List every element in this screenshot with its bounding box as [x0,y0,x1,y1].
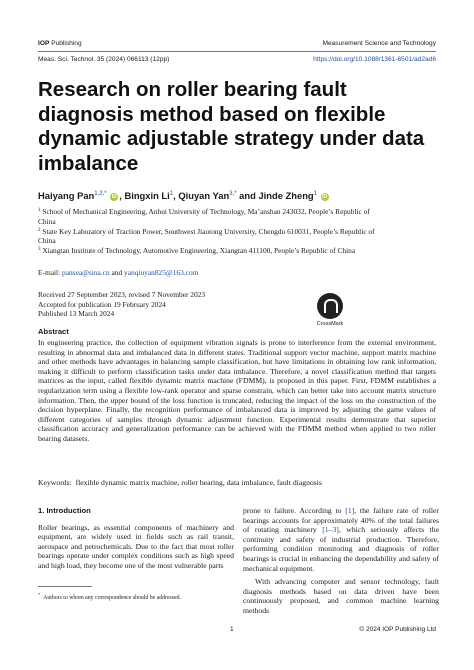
publication-dates [38,290,205,319]
citation: Meas. Sci. Technol. 35 (2024) 066113 (12pp) [38,56,170,63]
body-paragraph: With advancing computer and sensor technology, fault diagnosis methods based on data driven have been continuously proposed, and common machine learning methods [243,577,439,615]
affiliation: $^3$ Xiangtan Institute of Technology, Automotive Engineering, Xiangtan 411100, People’s Republic of China [38,246,356,256]
author-affil-sup: 1 [313,190,318,197]
doi-link[interactable]: https://doi.org/10.1088/1361-6501/ad2ad6 [313,56,436,63]
citation-link[interactable]: [1] [345,506,355,515]
author-affil-sup: 3,* [229,190,237,197]
page-number: 1 [230,626,234,633]
affiliation: $^1$ School of Mechanical Engineering, Anhui University of Technology, Ma’anshan 243032, People’s Republic of China [38,207,370,226]
column-left [38,506,234,575]
abstract-heading: Abstract [38,327,69,336]
author-affil-sup: 1,2,* [94,190,107,197]
orcid-icon[interactable]: iD [111,193,117,200]
column-right [243,506,439,620]
citation-line [38,56,436,63]
affiliation: $^2$ State Key Laboratory of Traction Power, Southwest Jiaotong University, Chengdu 610031, People’s Republic of China [38,226,375,246]
citation-link[interactable]: [1–3] [322,525,339,535]
footnote-rule [38,586,92,587]
journal-name: Measurement Science and Technology [322,40,436,47]
crossmark-badge[interactable]: CrossMark [313,293,347,327]
paper-title: Research on roller bearing fault diagnosis method based on flexible dynamic adjustable strategy under data imbalance [38,78,425,175]
publisher-logo: IOP Publishing [38,40,82,47]
email-link[interactable]: yanqiuyan825@163.com [124,268,199,277]
body-paragraph: prone to failure. According to [1], the failure rate of roller bearings accounts for approximately 40% of the total failures of rotating machinery [1–3], which seriously affects the continuity and safety of industrial production. Therefore, performing condition monitoring and diagnosis of roller bearings is crucial in enhancing the dependability and safety of mechanical equipment. [243,506,439,573]
orcid-icon[interactable]: iD [322,193,328,200]
author-name[interactable]: Bingxin Li [124,190,170,201]
author-list: Haiyang Pan$^{1,2,*}$ iD , Bingxin Li$^1$, Qiuyan Yan$^{3,*}$ and Jinde Zheng$^1$ iD [38,190,328,201]
journal-header [38,40,436,47]
header-rule [38,51,436,52]
abstract-text: In engineering practice, the collection of equipment vibration signals is prone to interference from the external environment, resulting in abnormal data and imbalanced data in different states. Traditional support vector machine, support matrix machine and other methods have advantages in balancing sample classification, but have limitations in obtaining low rank information, making it difficult to perform classification tasks under data imbalance. Therefore, a novel classification method that targets matrices as the input, called flexible dynamic matrix machine (FDMM), is proposed in this paper. First, FDMM establishes a regularization term using a flexible low-rank operator and sparse constrain, which can better take into account matrix structure information. Then, the upper bound of the loss function is truncated, reducing the impact of the loss on the construction of the decision hyperplane. Finally, the recognition performance of imbalanced data is improved by adjusting the game values of different categories of samples through dynamic adjustment function. Experimental results demonstrate that superior classification accuracy and generalization performance can be achieved with the FDMM method when applied to two roller bearing datasets. [38,338,436,443]
email-link[interactable]: pansea@sina.cn [62,268,110,277]
affiliations [38,207,388,256]
author-name[interactable]: Qiuyan Yan [178,190,230,201]
body-paragraph: Roller bearings, as essential components of machinery and equipment, are widely used in fields such as rail transit, aerospace and petrochemicals. Due to the fact that most roller bearings operate under complex conditions such as high speed and high load, they become one of the most vulnerable parts [38,522,234,570]
author-affil-sup: 1 [169,190,174,197]
copyright: © 2024 IOP Publishing Ltd [359,626,436,633]
date-received: Received 27 September 2023, revised 7 November 2023 [38,290,206,299]
footnote: * Authors to whom any correspondence should be addressed. [38,592,181,601]
crossmark-icon [317,293,343,319]
author-name[interactable]: Haiyang Pan [38,190,95,201]
section-heading: 1. Introduction [38,506,91,515]
date-published: Published 13 March 2024 [38,309,115,319]
author-name[interactable]: Jinde Zheng [258,190,314,201]
contact-emails: E-mail: pansea@sina.cn and yanqiuyan825@163.com [38,268,199,277]
keywords: Keywords: flexible dynamic matrix machine, roller bearing, data imbalance, fault diagnosis [38,478,322,487]
date-accepted: Accepted for publication 19 February 2024 [38,299,166,309]
